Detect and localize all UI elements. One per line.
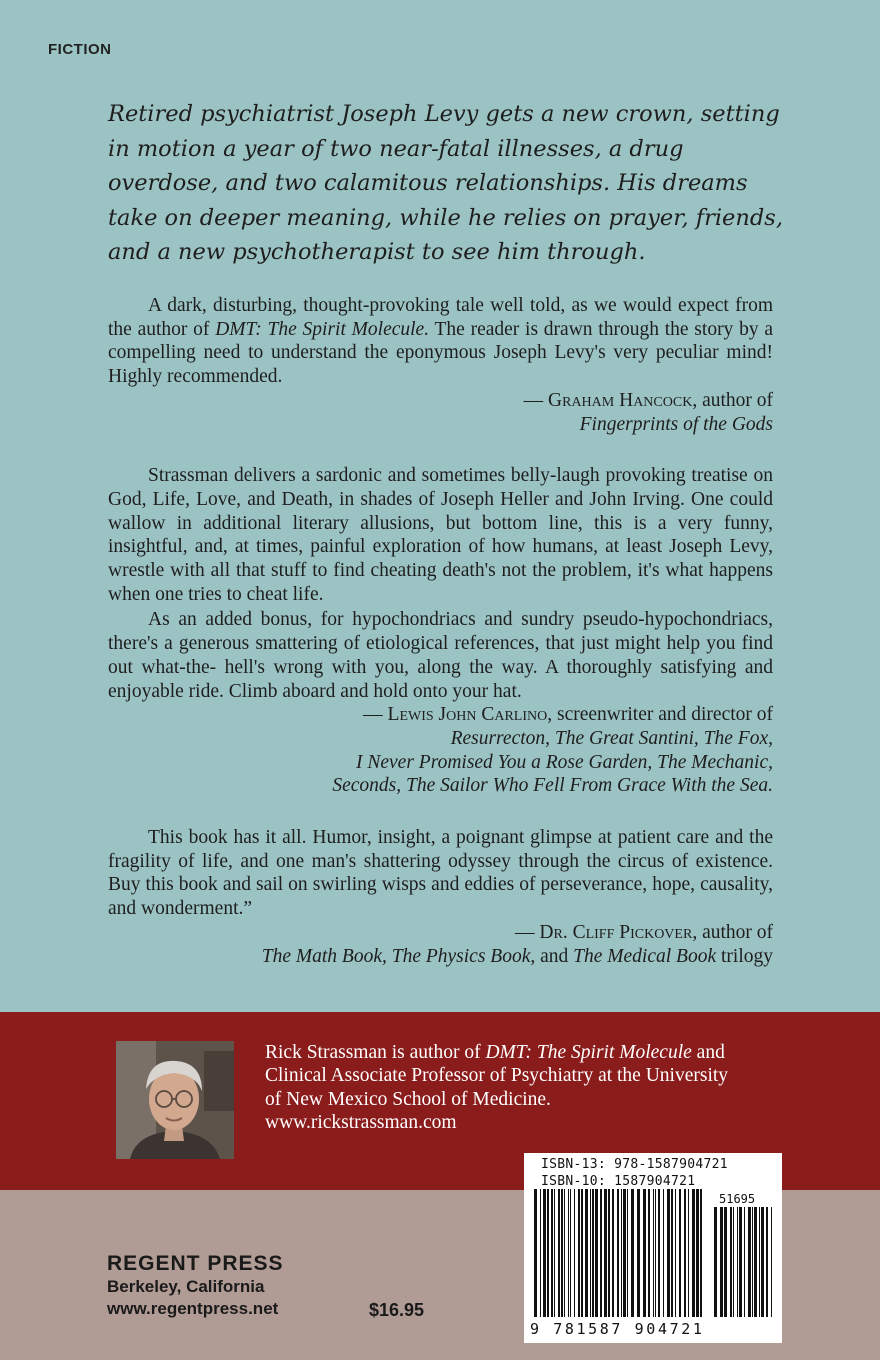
price-code: 51695 <box>719 1192 756 1206</box>
barcode-stripe <box>627 1189 628 1317</box>
quote-pickover: This book has it all. Humor, insight, a poignant glimpse at patient care and the fragility of life, and one man's shattering odyssey through the circus of existence. Buy this book and sail on swirling wisps and eddies of perseverance, hope, causality, and wonderment.” <box>108 827 773 920</box>
barcode-stripe <box>543 1189 546 1317</box>
book-price: $16.95 <box>369 1300 425 1320</box>
publisher-info <box>107 1251 284 1320</box>
barcode-stripe <box>554 1189 555 1317</box>
barcode-stripe <box>744 1207 745 1317</box>
isbn-barcode-box <box>524 1153 782 1343</box>
barcode-stripe <box>739 1207 742 1317</box>
endorser-name: Lewis John Carlino <box>387 704 548 726</box>
barcode-stripe <box>700 1189 702 1317</box>
quote-carlino-p1: Strassman delivers a sardonic and sometimes belly-laugh provoking treatise on God, Life, Love, and Death, in shades of Joseph Heller and John Irving. One could wallow in additional literary allusions, but bottom line, this is a very funny, insightful, and, at times, painful exploration of how humans, at least Joseph Levy, wrestle with all that stuff to find cheating death's not the problem, it's what happens when one tries to cheat life. <box>108 465 773 605</box>
barcode-stripe <box>653 1189 654 1317</box>
barcode-stripe <box>684 1189 686 1317</box>
barcode-digits: 9 781587 904721 <box>530 1320 705 1338</box>
attribution-pickover: — Dr. Cliff Pickover, author of <box>515 921 773 943</box>
endorsements <box>108 294 773 968</box>
endorser-book: Fingerprints of the Gods <box>579 413 773 435</box>
barcode-stripe <box>595 1189 598 1317</box>
book-title: DMT: The Spirit Molecule. <box>215 318 430 340</box>
barcode-stripe <box>675 1189 676 1317</box>
pickover-books: The Math Book, The Physics Book, and The Medical Book trilogy <box>261 945 773 967</box>
barcode-stripe <box>688 1189 689 1317</box>
book-title: DMT: The Spirit Molecule <box>485 1042 692 1063</box>
isbn-13: ISBN-13: 978-1587904721 <box>541 1157 728 1172</box>
barcode-stripe <box>724 1207 727 1317</box>
barcode-stripe <box>655 1189 656 1317</box>
author-bio: Rick Strassman is author of DMT: The Spirit Molecule and Clinical Associate Professor of Psychiatry at the University of New Mexico School of Medicine. www.rickstrassman.com <box>265 1042 729 1134</box>
endorser-name: Dr. Cliff Pickover <box>539 921 693 943</box>
barcode-stripe <box>631 1189 634 1317</box>
barcode-stripe <box>564 1189 565 1317</box>
barcode-stripe <box>643 1189 646 1317</box>
barcode-stripe <box>617 1189 619 1317</box>
barcode-stripe <box>623 1189 626 1317</box>
barcode-stripe <box>761 1207 764 1317</box>
barcode-stripe <box>568 1189 569 1317</box>
barcode-stripe <box>604 1189 607 1317</box>
barcode-stripe <box>551 1189 553 1317</box>
barcode-stripe <box>600 1189 602 1317</box>
barcode-stripe <box>771 1207 772 1317</box>
quote-hancock: A dark, disturbing, thought-provoking tale well told, as we would expect from the author of DMT: The Spirit Molecule. The reader is drawn through the story by a compelling need to understand the eponymous Joseph Levy's very peculiar mind! Highly recommended. <box>108 295 773 388</box>
barcode-stripe <box>608 1189 610 1317</box>
film-list-1: Resurrecton, The Great Santini, The Fox, <box>450 727 773 749</box>
barcode-stripe <box>737 1207 738 1317</box>
barcode-stripe <box>585 1189 588 1317</box>
barcode-stripe <box>667 1189 670 1317</box>
barcode-stripe <box>558 1189 560 1317</box>
barcode-stripe <box>754 1207 757 1317</box>
film-list-2: I Never Promised You a Rose Garden, The Mechanic, <box>355 751 773 773</box>
barcode-stripe <box>730 1207 732 1317</box>
barcode-stripe <box>748 1207 751 1317</box>
barcode-stripe <box>570 1189 571 1317</box>
barcode-stripe <box>540 1189 541 1317</box>
barcode-stripe <box>590 1189 591 1317</box>
barcode-stripe <box>679 1189 681 1317</box>
barcode-stripe <box>692 1189 695 1317</box>
barcode-stripe <box>612 1189 614 1317</box>
barcode-stripe <box>581 1189 583 1317</box>
barcode-stripe <box>766 1207 768 1317</box>
barcode-stripe <box>534 1189 537 1317</box>
genre-label: FICTION <box>48 41 112 58</box>
barcode-bars <box>524 1153 782 1343</box>
endorser-name: Graham Hancock <box>548 389 693 411</box>
publisher-name: REGENT PRESS <box>107 1252 284 1275</box>
isbn-10: ISBN-10: 1587904721 <box>541 1174 696 1189</box>
barcode-stripe <box>592 1189 594 1317</box>
barcode-stripe <box>714 1207 717 1317</box>
barcode-stripe <box>561 1189 563 1317</box>
barcode-stripe <box>621 1189 622 1317</box>
barcode-stripe <box>658 1189 660 1317</box>
quote-carlino-p2: As an added bonus, for hypochondriacs and sundry pseudo-hypochondriacs, there's a generous smattering of etiological references, that just might help you find out what-the- hell's wrong with you, along the way. A thoroughly satisfying and enjoyable ride. Climb aboard and hold onto your hat. <box>108 609 773 702</box>
attribution-hancock: — Graham Hancock, author of <box>523 389 773 411</box>
barcode-stripe <box>759 1207 760 1317</box>
barcode-stripe <box>637 1189 640 1317</box>
barcode-stripe <box>578 1189 580 1317</box>
author-portrait-image <box>116 1041 234 1159</box>
barcode-stripe <box>720 1207 723 1317</box>
publisher-website: www.regentpress.net <box>107 1299 279 1318</box>
barcode-stripe <box>671 1189 673 1317</box>
barcode-stripe <box>733 1207 734 1317</box>
author-photo <box>116 1041 234 1159</box>
barcode-stripe <box>696 1189 699 1317</box>
attribution-carlino: — Lewis John Carlino, screenwriter and director of <box>363 704 773 726</box>
book-blurb: Retired psychiatrist Joseph Levy gets a new crown, setting in motion a year of two near-fatal illnesses, a drug overdose, and two calamitous relationships. His dreams take on deeper meaning, while he relies on prayer, friends, and a new psychotherapist to see him through. <box>108 101 783 265</box>
barcode-stripe <box>752 1207 753 1317</box>
barcode-stripe <box>574 1189 575 1317</box>
film-list-3: Seconds, The Sailor Who Fell From Grace With the Sea. <box>332 775 773 797</box>
barcode-stripe <box>663 1189 664 1317</box>
publisher-city: Berkeley, California <box>107 1277 265 1296</box>
barcode-stripe <box>547 1189 549 1317</box>
barcode-stripe <box>648 1189 650 1317</box>
